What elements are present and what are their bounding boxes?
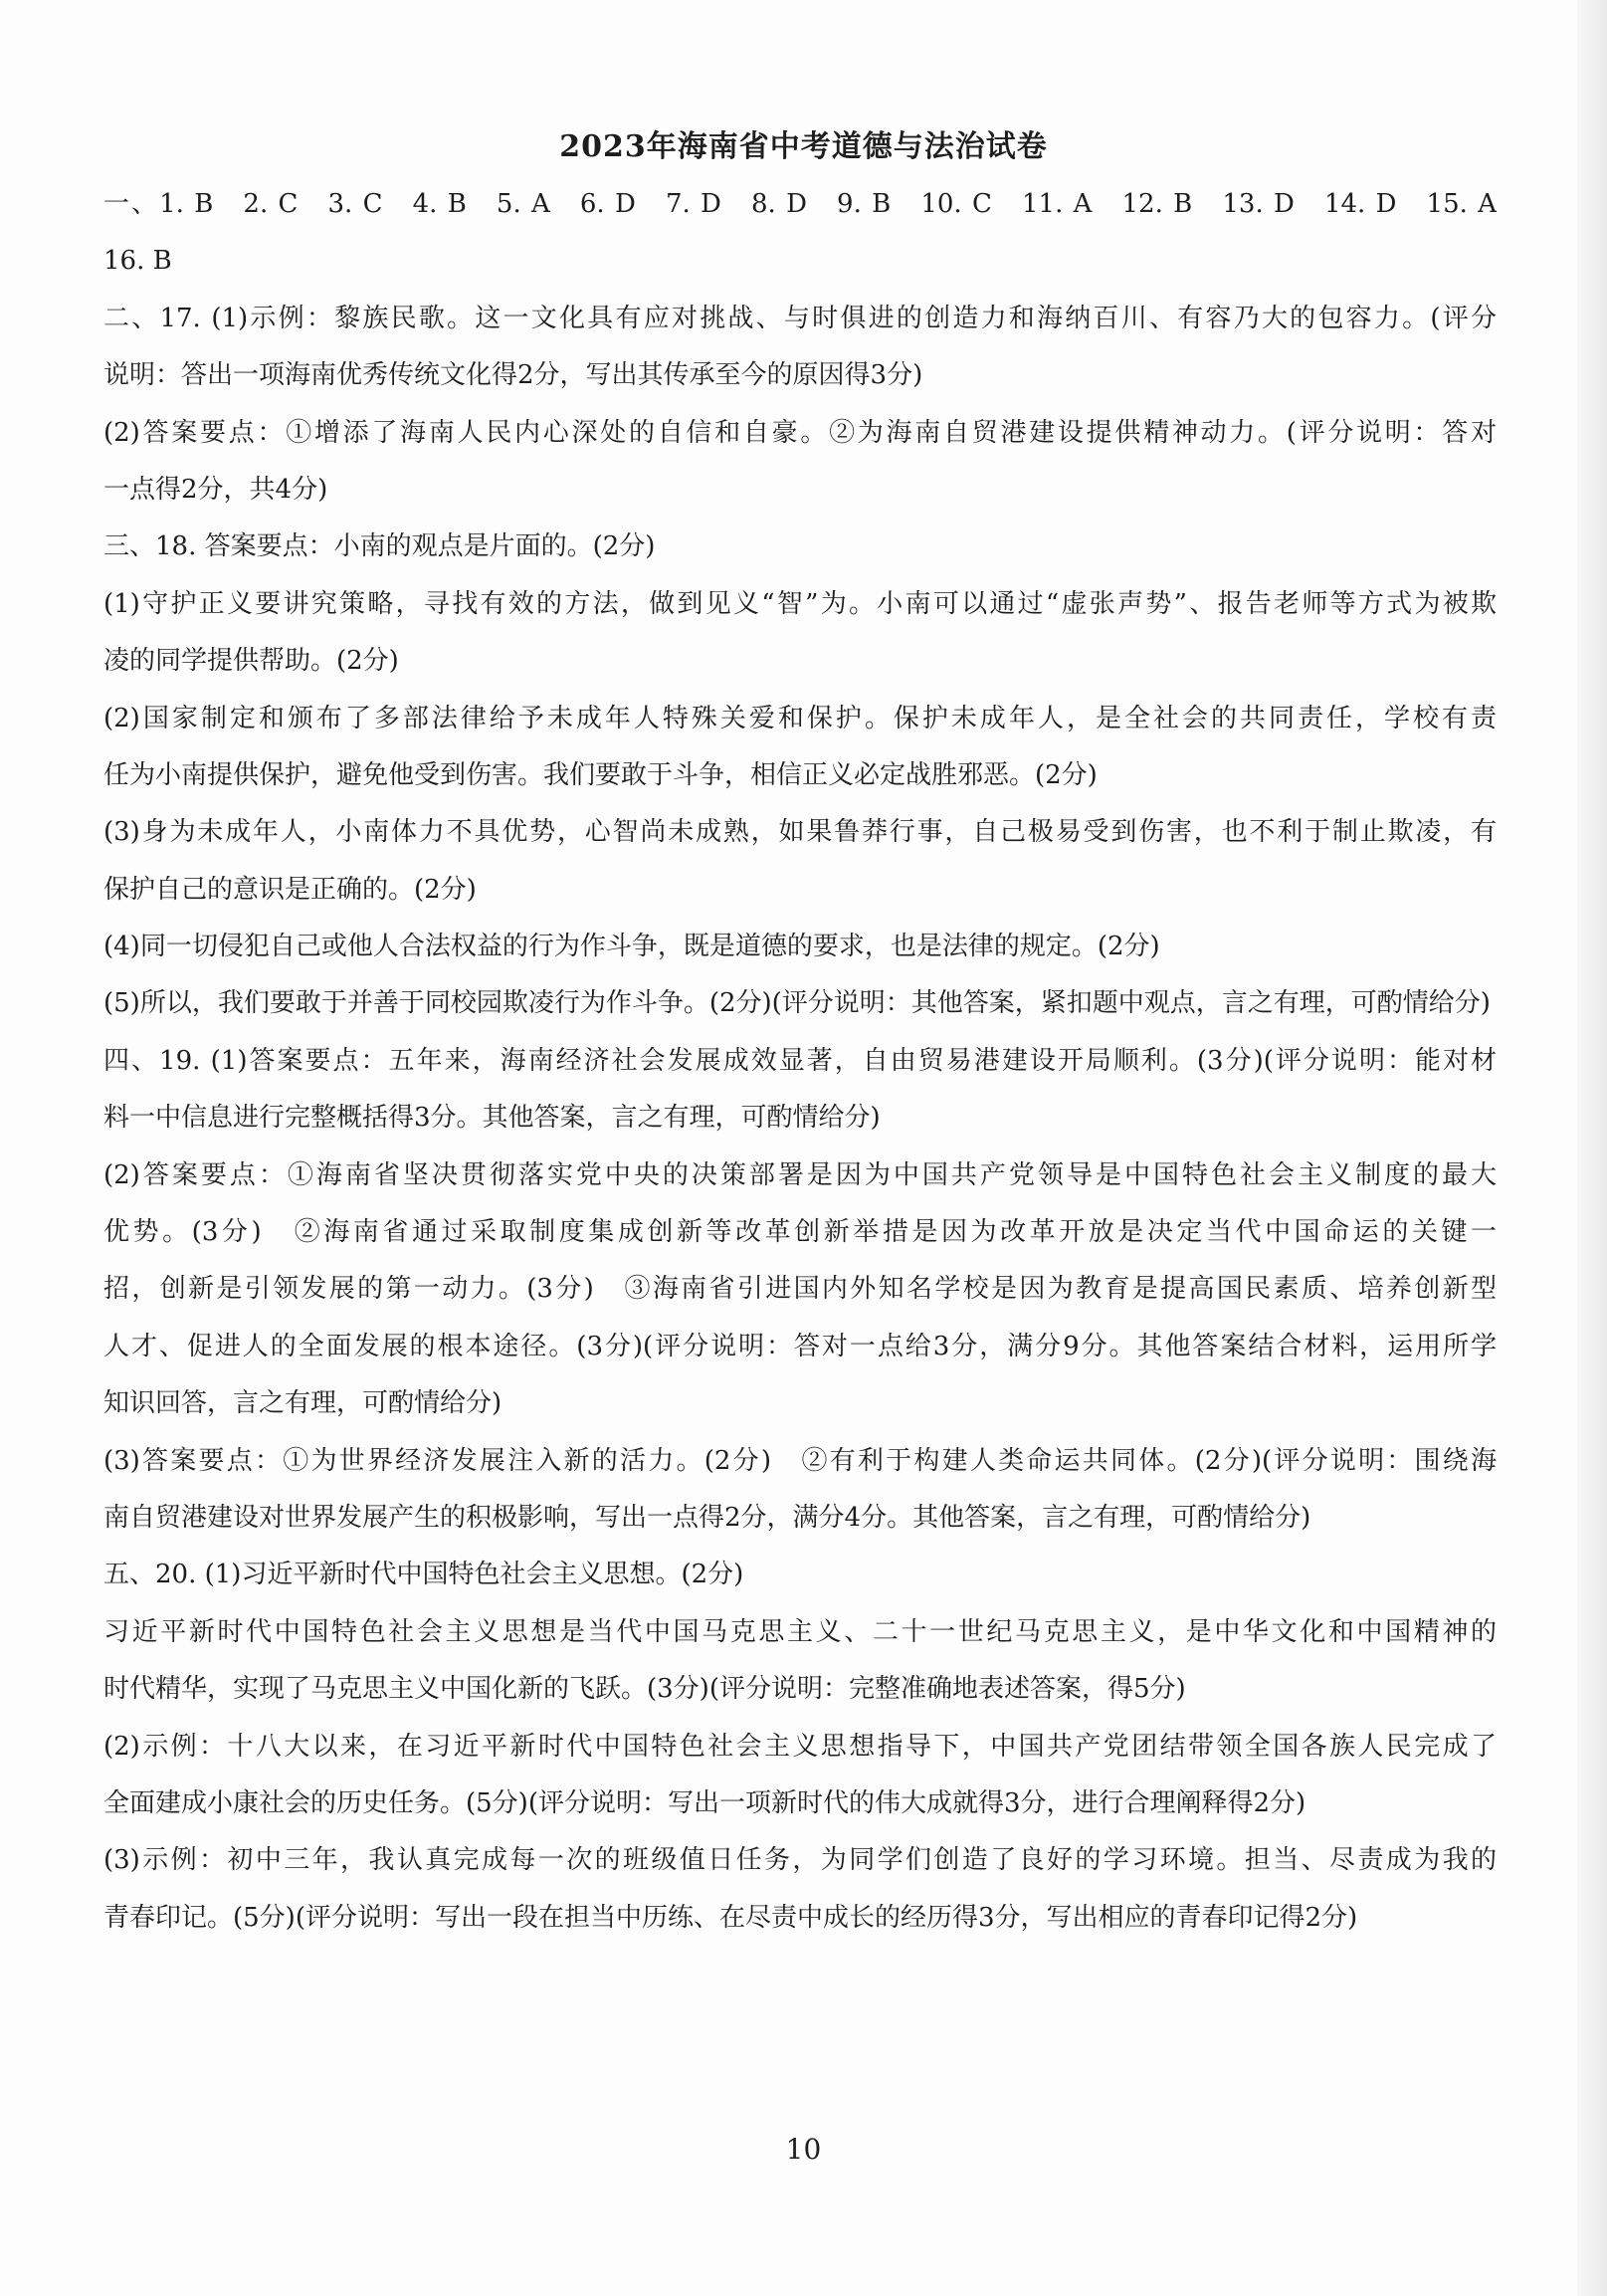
text-line: 说明：答出一项海南优秀传统文化得2分，写出其传承至今的原因得3分): [103, 360, 923, 391]
text-line: 二、17. (1)示例：黎族民歌。这一文化具有应对挑战、与时俱进的创造力和海纳百川、有容乃大的包容力。(评分: [103, 303, 1497, 333]
text-line: 凌的同学提供帮助。(2分): [103, 646, 399, 677]
text-line: 习近平新时代中国特色社会主义思想是当代中国马克思主义、二十一世纪马克思主义，是中华文化和中国精神的: [103, 1616, 1497, 1647]
text-line: 16. B: [103, 246, 172, 277]
text-line: 南自贸港建设对世界发展产生的积极影响，写出一点得2分，满分4分。其他答案，言之有理，可酌情给分): [103, 1502, 1311, 1533]
answer-content: [103, 176, 1497, 1947]
text-line: (2)答案要点：①增添了海南人民内心深处的自信和自豪。②为海南自贸港建设提供精神动力。(评分说明：答对: [103, 417, 1497, 448]
page-edge-shadow: [1577, 0, 1607, 2296]
text-line: 保护自己的意识是正确的。(2分): [103, 874, 477, 905]
text-line: (3)身为未成年人，小南体力不具优势，心智尚未成熟，如果鲁莽行事，自己极易受到伤害，也不利于制止欺凌，有: [103, 817, 1497, 848]
text-line: (5)所以，我们要敢于并善于同校园欺凌行为作斗争。(2分)(评分说明：其他答案，紧扣题中观点，言之有理，可酌情给分): [103, 988, 1491, 1019]
text-line: (2)国家制定和颁布了多部法律给予未成年人特殊关爱和保护。保护未成年人，是全社会的共同责任，学校有责: [103, 703, 1497, 733]
text-line: 招，创新是引领发展的第一动力。(3分) ③海南省引进国内外知名学校是因为教育是提高国民素质、培养创新型: [103, 1274, 1497, 1305]
text-line: 知识回答，言之有理，可酌情给分): [103, 1388, 502, 1419]
text-line: 三、18. 答案要点：小南的观点是片面的。(2分): [103, 531, 656, 562]
document-title: 2023年海南省中考道德与法治试卷: [559, 129, 1048, 164]
text-line: 时代精华，实现了马克思主义中国化新的飞跃。(3分)(评分说明：完整准确地表述答案，得5分): [103, 1674, 1186, 1705]
text-line: 优势。(3分) ②海南省通过采取制度集成创新等改革创新举措是因为改革开放是决定当代中国命运的关键一: [103, 1217, 1497, 1248]
text-line: 全面建成小康社会的历史任务。(5分)(评分说明：写出一项新时代的伟大成就得3分，进行合理阐释得2分): [103, 1787, 1306, 1818]
text-line: 一、1. B 2. C 3. C 4. B 5. A 6. D 7. D 8. D 9. B 10. C 11. A 12. B 13. D 14. D 15. A: [103, 189, 1497, 219]
text-line: 任为小南提供保护，避免他受到伤害。我们要敢于斗争，相信正义必定战胜邪恶。(2分): [103, 759, 1098, 790]
page-number: 10: [785, 2133, 822, 2166]
text-line: (2)答案要点：①海南省坚决贯彻落实党中央的决策部署是因为中国共产党领导是中国特色社会主义制度的最大: [103, 1159, 1497, 1190]
text-line: 一点得2分，共4分): [103, 474, 328, 505]
text-line: (4)同一切侵犯自己或他人合法权益的行为作斗争，既是道德的要求，也是法律的规定。(2分): [103, 932, 1160, 962]
text-line: 四、19. (1)答案要点：五年来，海南经济社会发展成效显著，自由贸易港建设开局顺利。(3分)(评分说明：能对材: [103, 1045, 1497, 1076]
text-line: 人才、促进人的全面发展的根本途径。(3分)(评分说明：答对一点给3分，满分9分。其他答案结合材料，运用所学: [103, 1331, 1497, 1361]
text-line: (2)示例：十八大以来，在习近平新时代中国特色社会主义思想指导下，中国共产党团结带领全国各族人民完成了: [103, 1731, 1497, 1762]
text-line: (3)示例：初中三年，我认真完成每一次的班级值日任务，为同学们创造了良好的学习环境。担当、尽责成为我的: [103, 1845, 1497, 1876]
text-line: (1)守护正义要讲究策略，寻找有效的方法，做到见义“智”为。小南可以通过“虚张声势”、报告老师等方式为被欺: [103, 588, 1497, 619]
text-line: 料一中信息进行完整概括得3分。其他答案，言之有理，可酌情给分): [103, 1103, 881, 1134]
text-line: 五、20. (1)习近平新时代中国特色社会主义思想。(2分): [103, 1560, 744, 1590]
text-line: 青春印记。(5分)(评分说明：写出一段在担当中历练、在尽责中成长的经历得3分，写出相应的青春印记得2分): [103, 1902, 1358, 1933]
text-line: (3)答案要点：①为世界经济发展注入新的活力。(2分) ②有利于构建人类命运共同体。(2分)(评分说明：围绕海: [103, 1445, 1497, 1476]
